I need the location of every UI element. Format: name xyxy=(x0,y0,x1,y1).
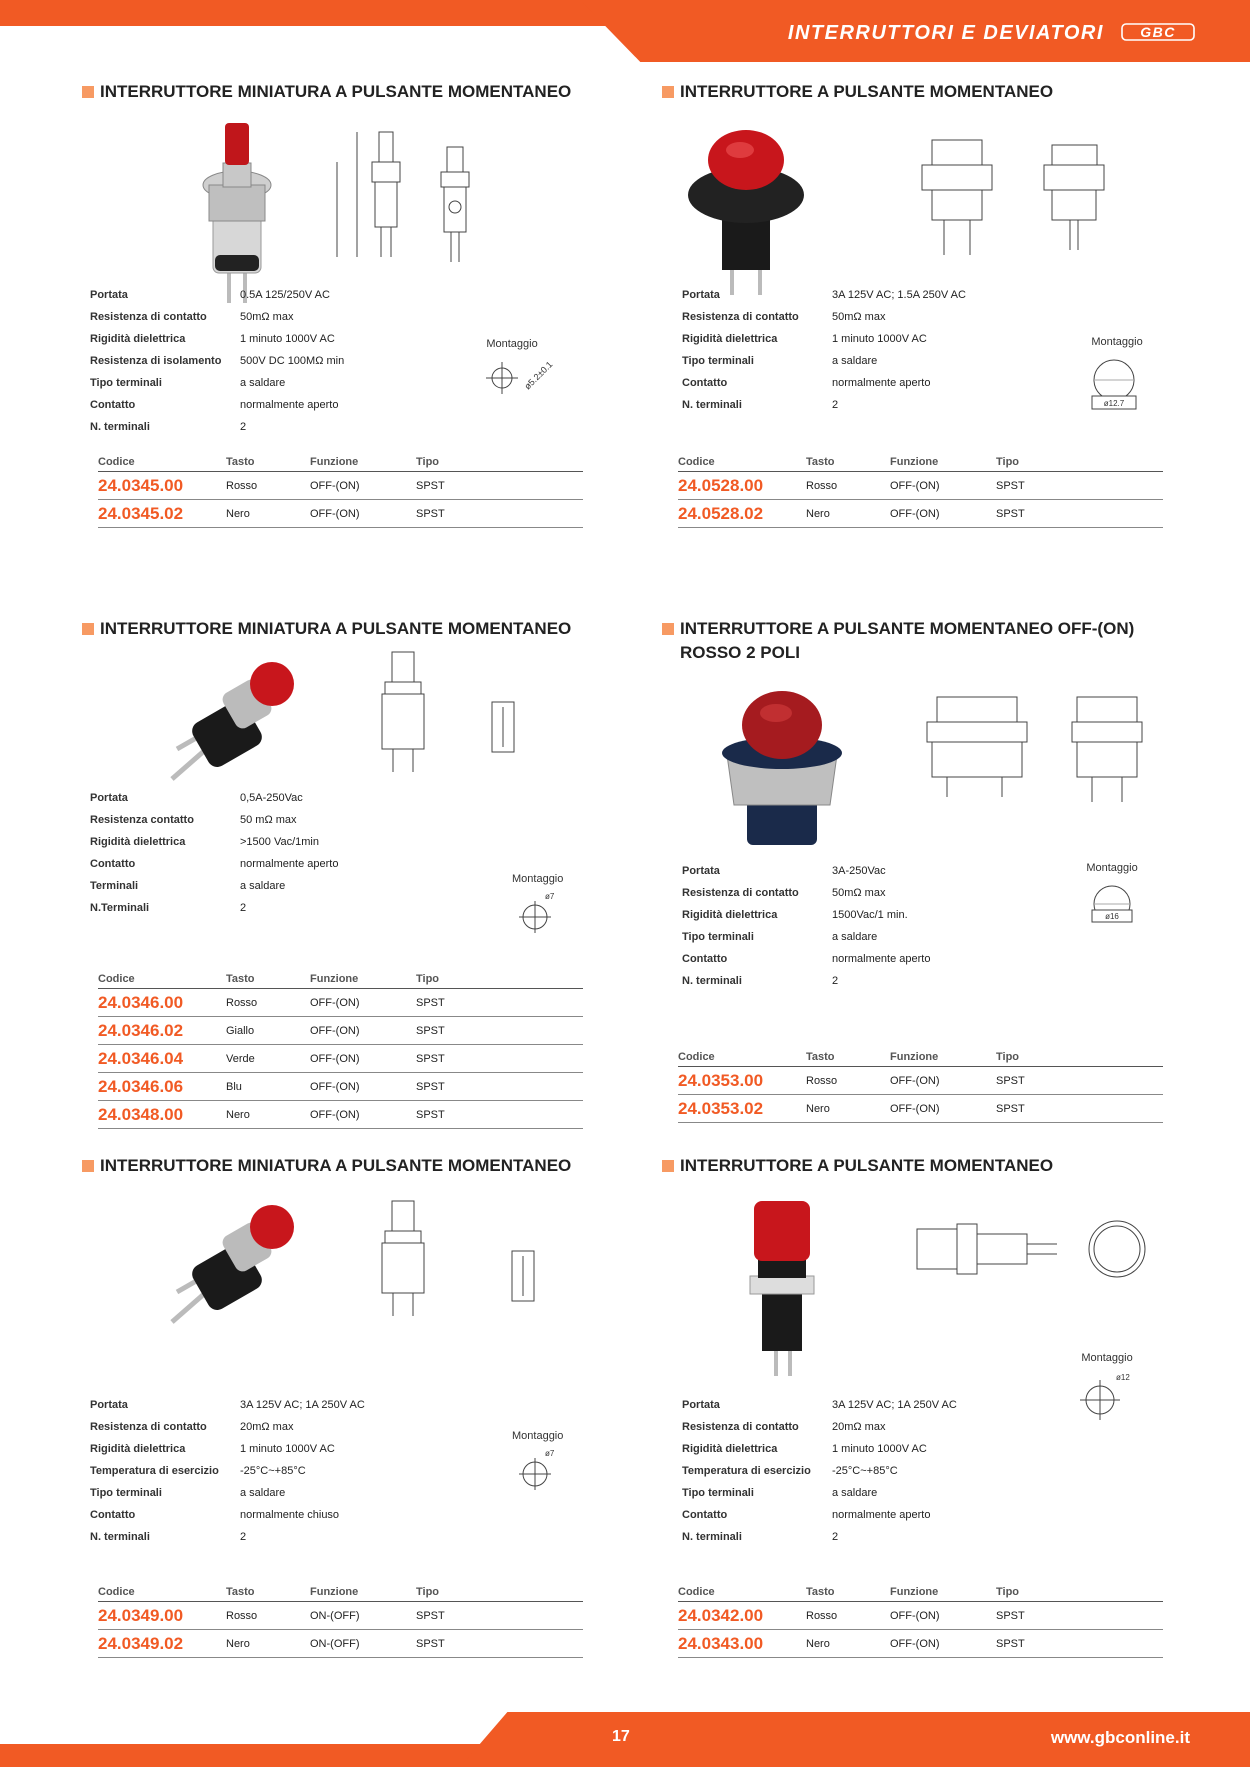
code-table-header xyxy=(678,1582,1163,1602)
mounting-dim: ø16 xyxy=(1105,912,1119,921)
spec-value: normalmente aperto xyxy=(832,377,931,389)
spec-value: >1500 Vac/1min xyxy=(240,836,319,848)
spec-value: -25°C~+85°C xyxy=(832,1465,898,1477)
col-funzione: Funzione xyxy=(890,1586,939,1598)
table-row[interactable] xyxy=(98,1073,583,1101)
type: SPST xyxy=(416,996,445,1009)
spec-value: a saldare xyxy=(240,880,286,892)
spec-value: 0.5A 125/250V AC xyxy=(240,289,330,301)
col-codice: Codice xyxy=(98,973,135,985)
spec-value: 50mΩ max xyxy=(832,887,886,899)
table-row[interactable] xyxy=(678,1067,1163,1095)
spec-key: Tipo terminali xyxy=(90,1487,162,1499)
section-title: INTERRUTTORE A PULSANTE MOMENTANEO OFF-(ON) ROSSO 2 POLI xyxy=(662,617,1162,665)
section-title: INTERRUTTORE MINIATURA A PULSANTE MOMENTANEO xyxy=(82,617,602,641)
col-tasto: Tasto xyxy=(226,973,255,985)
mounting-diagram xyxy=(482,338,555,407)
button-color: Verde xyxy=(226,1052,255,1065)
type: SPST xyxy=(996,507,1025,520)
button-color: Rosso xyxy=(806,1074,838,1087)
table-row[interactable] xyxy=(678,1602,1163,1630)
spec-row xyxy=(90,1460,365,1482)
spec-row xyxy=(682,1460,957,1482)
type: SPST xyxy=(416,1609,445,1622)
product-code: 24.0348.00 xyxy=(98,1104,184,1124)
spec-value: a saldare xyxy=(832,355,878,367)
dimension-drawing xyxy=(897,1209,1157,1299)
function: OFF-(ON) xyxy=(310,479,360,492)
dimension-drawing xyxy=(892,677,1162,822)
button-color: Rosso xyxy=(226,479,258,492)
button-color: Rosso xyxy=(226,996,258,1009)
spec-value: 500V DC 100MΩ min xyxy=(240,355,345,367)
spec-key: Temperatura di esercizio xyxy=(90,1465,219,1477)
spec-list xyxy=(682,284,966,416)
mounting-dim: ø5.2±0.1 xyxy=(522,359,555,392)
code-table xyxy=(678,452,1163,528)
function: OFF-(ON) xyxy=(890,507,940,520)
spec-row xyxy=(90,875,338,897)
spec-row xyxy=(682,1526,957,1548)
type: SPST xyxy=(416,507,445,520)
spec-key: Contatto xyxy=(682,377,728,389)
col-funzione: Funzione xyxy=(890,456,939,468)
function: OFF-(ON) xyxy=(310,1024,360,1037)
spec-key: Resistenza contatto xyxy=(90,814,194,826)
mounting-dim: ø7 xyxy=(544,1449,555,1458)
spec-row xyxy=(90,809,338,831)
code-table xyxy=(98,452,583,528)
type: SPST xyxy=(416,1024,445,1037)
col-codice: Codice xyxy=(98,456,135,468)
spec-value: normalmente aperto xyxy=(832,1509,931,1521)
spec-value: 1 minuto 1000V AC xyxy=(832,333,927,345)
spec-value: a saldare xyxy=(832,1487,878,1499)
function: OFF-(ON) xyxy=(890,1609,940,1622)
function: OFF-(ON) xyxy=(890,1074,940,1087)
product-code: 24.0346.06 xyxy=(98,1076,184,1096)
mounting-diagram xyxy=(1082,862,1142,936)
code-table-header xyxy=(678,452,1163,472)
spec-value: a saldare xyxy=(832,931,878,943)
catalog-section-title xyxy=(788,22,1195,45)
col-tasto: Tasto xyxy=(806,456,835,468)
table-row[interactable] xyxy=(98,1017,583,1045)
dimension-drawing xyxy=(347,1196,567,1326)
button-color: Nero xyxy=(806,1102,830,1115)
spec-value: 3A 125V AC; 1A 250V AC xyxy=(240,1399,365,1411)
table-row[interactable] xyxy=(98,1045,583,1073)
spec-value: 2 xyxy=(832,399,839,411)
spec-row xyxy=(90,1526,365,1548)
spec-key: Portata xyxy=(90,792,128,804)
mounting-hole-icon xyxy=(1082,878,1142,933)
spec-value: a saldare xyxy=(240,1487,286,1499)
code-table-header xyxy=(98,452,583,472)
product-code: 24.0528.02 xyxy=(678,503,764,523)
spec-key: Portata xyxy=(90,289,128,301)
mounting-label: Montaggio xyxy=(1091,336,1143,348)
spec-value: normalmente aperto xyxy=(240,858,339,870)
spec-row xyxy=(682,1394,957,1416)
product-code: 24.0345.02 xyxy=(98,503,184,523)
spec-row xyxy=(90,897,338,919)
function: ON-(OFF) xyxy=(310,1637,360,1650)
function: OFF-(ON) xyxy=(310,996,360,1009)
spec-row xyxy=(682,860,930,882)
table-row[interactable] xyxy=(98,1630,583,1658)
type: SPST xyxy=(996,1102,1025,1115)
spec-list xyxy=(90,284,344,438)
button-color: Nero xyxy=(226,507,250,520)
spec-list xyxy=(90,1394,365,1548)
code-table-header xyxy=(98,969,583,989)
product-code: 24.0349.02 xyxy=(98,1633,184,1653)
function: OFF-(ON) xyxy=(890,1637,940,1650)
spec-value: 2 xyxy=(240,1531,247,1543)
code-table xyxy=(98,1582,583,1658)
table-row[interactable] xyxy=(98,1101,583,1129)
spec-key: Portata xyxy=(682,1399,720,1411)
spec-row xyxy=(682,1482,957,1504)
spec-key: Resistenza di contatto xyxy=(682,1421,799,1433)
col-tasto: Tasto xyxy=(226,1586,255,1598)
mounting-hole-icon xyxy=(1082,352,1152,412)
spec-key: N.Terminali xyxy=(90,902,150,914)
product-code: 24.0353.00 xyxy=(678,1070,764,1090)
spec-key: Rigidità dielettrica xyxy=(90,836,186,848)
spec-row xyxy=(90,1504,365,1526)
type: SPST xyxy=(416,479,445,492)
product-photo xyxy=(142,649,322,799)
spec-value: 1 minuto 1000V AC xyxy=(240,333,335,345)
spec-row xyxy=(682,328,966,350)
code-table xyxy=(678,1047,1163,1123)
col-tipo: Tipo xyxy=(416,973,440,985)
spec-value: 0,5A-250Vac xyxy=(240,792,303,804)
spec-key: Contatto xyxy=(90,858,136,870)
spec-row xyxy=(682,284,966,306)
col-tasto: Tasto xyxy=(806,1051,835,1063)
product-code: 24.0353.02 xyxy=(678,1098,764,1118)
col-tipo: Tipo xyxy=(996,1586,1020,1598)
product-code: 24.0346.04 xyxy=(98,1048,184,1068)
spec-key: Rigidità dielettrica xyxy=(90,333,186,345)
spec-key: N. terminali xyxy=(682,1531,742,1543)
website-link[interactable]: www.gbconline.it xyxy=(1050,1728,1190,1747)
mounting-diagram xyxy=(512,1430,563,1499)
spec-key: Resistenza di isolamento xyxy=(90,355,222,367)
table-row[interactable] xyxy=(98,472,583,500)
product-photo xyxy=(712,685,852,855)
spec-row xyxy=(90,831,338,853)
function: ON-(OFF) xyxy=(310,1609,360,1622)
mounting-dim: ø12 xyxy=(1116,1373,1130,1382)
spec-row xyxy=(682,1438,957,1460)
spec-key: N. terminali xyxy=(90,421,150,433)
mounting-dim: ø12.7 xyxy=(1103,399,1125,408)
spec-row xyxy=(682,394,966,416)
table-row[interactable] xyxy=(98,500,583,528)
spec-row xyxy=(90,372,344,394)
function: OFF-(ON) xyxy=(890,1102,940,1115)
spec-row xyxy=(682,372,966,394)
function: OFF-(ON) xyxy=(310,507,360,520)
product-code: 24.0349.00 xyxy=(98,1605,184,1625)
col-tipo: Tipo xyxy=(996,456,1020,468)
spec-key: Contatto xyxy=(90,1509,136,1521)
col-tasto: Tasto xyxy=(226,456,255,468)
col-codice: Codice xyxy=(678,456,715,468)
spec-value: 2 xyxy=(832,1531,839,1543)
spec-value: a saldare xyxy=(240,377,286,389)
product-code: 24.0343.00 xyxy=(678,1633,764,1653)
spec-key: Tipo terminali xyxy=(682,355,754,367)
col-codice: Codice xyxy=(678,1586,715,1598)
product-photo xyxy=(682,120,812,300)
spec-key: Resistenza di contatto xyxy=(682,887,799,899)
button-color: Nero xyxy=(806,507,830,520)
table-row[interactable] xyxy=(678,1630,1163,1658)
spec-key: Rigidità dielettrica xyxy=(90,1443,186,1455)
spec-row xyxy=(90,416,344,438)
table-row[interactable] xyxy=(678,1095,1163,1123)
spec-row xyxy=(682,926,930,948)
function: OFF-(ON) xyxy=(310,1108,360,1121)
page-header xyxy=(0,0,1250,62)
col-funzione: Funzione xyxy=(310,973,359,985)
section-title: INTERRUTTORE A PULSANTE MOMENTANEO xyxy=(662,80,1182,104)
type: SPST xyxy=(996,1074,1025,1087)
code-table-header xyxy=(98,1582,583,1602)
col-tipo: Tipo xyxy=(996,1051,1020,1063)
page-number: 17 xyxy=(612,1728,630,1745)
table-row[interactable] xyxy=(678,500,1163,528)
page-footer xyxy=(0,1712,1250,1767)
spec-value: 50mΩ max xyxy=(832,311,886,323)
col-tasto: Tasto xyxy=(806,1586,835,1598)
spec-key: Portata xyxy=(682,865,720,877)
spec-key: N. terminali xyxy=(682,399,742,411)
type: SPST xyxy=(416,1637,445,1650)
function: OFF-(ON) xyxy=(310,1052,360,1065)
product-photo xyxy=(742,1196,822,1381)
spec-row xyxy=(682,904,930,926)
spec-key: Contatto xyxy=(90,399,136,411)
dimension-drawing xyxy=(337,647,567,782)
spec-row xyxy=(90,350,344,372)
table-row[interactable] xyxy=(98,1602,583,1630)
spec-value: 2 xyxy=(240,902,247,914)
col-funzione: Funzione xyxy=(890,1051,939,1063)
type: SPST xyxy=(416,1080,445,1093)
mounting-label: Montaggio xyxy=(512,873,564,885)
spec-row xyxy=(682,1504,957,1526)
spec-row xyxy=(90,1416,365,1438)
spec-key: N. terminali xyxy=(682,975,742,987)
spec-row xyxy=(90,328,344,350)
spec-key: Tipo terminali xyxy=(682,931,754,943)
mounting-label: Montaggio xyxy=(486,338,538,350)
spec-value: 20mΩ max xyxy=(240,1421,294,1433)
spec-value: 1 minuto 1000V AC xyxy=(832,1443,927,1455)
product-code: 24.0345.00 xyxy=(98,475,184,495)
product-code: 24.0346.02 xyxy=(98,1020,184,1040)
spec-value: 2 xyxy=(832,975,839,987)
mounting-label: Montaggio xyxy=(512,1430,564,1442)
button-color: Nero xyxy=(806,1637,830,1650)
spec-key: Temperatura di esercizio xyxy=(682,1465,811,1477)
spec-row xyxy=(90,1482,365,1504)
spec-row xyxy=(682,350,966,372)
mounting-label: Montaggio xyxy=(1086,862,1138,874)
button-color: Nero xyxy=(226,1108,250,1121)
mounting-dim: ø7 xyxy=(544,892,555,901)
button-color: Rosso xyxy=(226,1609,258,1622)
col-codice: Codice xyxy=(678,1051,715,1063)
spec-list xyxy=(682,860,930,992)
spec-value: normalmente aperto xyxy=(832,953,931,965)
type: SPST xyxy=(416,1052,445,1065)
spec-key: Resistenza di contatto xyxy=(682,311,799,323)
catalog-section-title-text: INTERRUTTORI E DEVIATORI xyxy=(787,22,1104,44)
spec-value: normalmente chiuso xyxy=(240,1509,340,1521)
mounting-hole-icon xyxy=(513,889,563,939)
spec-value: 2 xyxy=(240,421,247,433)
mounting-hole-icon xyxy=(482,354,555,404)
spec-row xyxy=(90,1438,365,1460)
type: SPST xyxy=(416,1108,445,1121)
spec-key: Portata xyxy=(682,289,720,301)
spec-value: -25°C~+85°C xyxy=(240,1465,306,1477)
spec-key: Rigidità dielettrica xyxy=(682,909,778,921)
spec-row xyxy=(90,394,344,416)
code-table xyxy=(678,1582,1163,1658)
spec-row xyxy=(90,853,338,875)
spec-row xyxy=(90,306,344,328)
spec-row xyxy=(682,970,930,992)
spec-key: Tipo terminali xyxy=(90,377,162,389)
col-funzione: Funzione xyxy=(310,456,359,468)
spec-value: normalmente aperto xyxy=(240,399,339,411)
spec-value: 1500Vac/1 min. xyxy=(832,909,908,921)
spec-key: Rigidità dielettrica xyxy=(682,333,778,345)
spec-key: Rigidità dielettrica xyxy=(682,1443,778,1455)
gbc-logo xyxy=(1121,23,1195,41)
code-table xyxy=(98,969,583,1129)
spec-row xyxy=(682,948,930,970)
spec-value: 50mΩ max xyxy=(240,311,294,323)
button-color: Rosso xyxy=(806,1609,838,1622)
function: OFF-(ON) xyxy=(890,479,940,492)
mounting-diagram xyxy=(1072,1352,1142,1426)
spec-list xyxy=(90,787,338,919)
spec-key: Resistenza di contatto xyxy=(90,1421,207,1433)
dimension-drawing xyxy=(317,112,517,287)
section-title: INTERRUTTORE A PULSANTE MOMENTANEO xyxy=(662,1154,1182,1178)
spec-value: 3A-250Vac xyxy=(832,865,886,877)
spec-key: Contatto xyxy=(682,953,728,965)
product-code: 24.0342.00 xyxy=(678,1605,764,1625)
code-table-header xyxy=(678,1047,1163,1067)
spec-row xyxy=(682,1416,957,1438)
spec-key: Terminali xyxy=(90,880,139,892)
spec-key: Resistenza di contatto xyxy=(90,311,207,323)
spec-key: Tipo terminali xyxy=(682,1487,754,1499)
spec-key: Portata xyxy=(90,1399,128,1411)
mounting-label: Montaggio xyxy=(1081,1352,1133,1364)
button-color: Rosso xyxy=(806,479,838,492)
table-row[interactable] xyxy=(98,989,583,1017)
type: SPST xyxy=(996,1637,1025,1650)
product-code: 24.0346.00 xyxy=(98,992,184,1012)
spec-value: 1 minuto 1000V AC xyxy=(240,1443,335,1455)
spec-value: 50 mΩ max xyxy=(240,814,297,826)
spec-list xyxy=(682,1394,957,1548)
type: SPST xyxy=(996,479,1025,492)
spec-key: Contatto xyxy=(682,1509,728,1521)
spec-row xyxy=(90,787,338,809)
spec-value: 3A 125V AC; 1.5A 250V AC xyxy=(832,289,966,301)
section-title: INTERRUTTORE MINIATURA A PULSANTE MOMENTANEO xyxy=(82,1154,602,1178)
table-row[interactable] xyxy=(678,472,1163,500)
spec-value: 3A 125V AC; 1A 250V AC xyxy=(832,1399,957,1411)
button-color: Nero xyxy=(226,1637,250,1650)
col-tipo: Tipo xyxy=(416,456,440,468)
mounting-hole-icon xyxy=(1072,1368,1142,1423)
col-funzione: Funzione xyxy=(310,1586,359,1598)
function: OFF-(ON) xyxy=(310,1080,360,1093)
button-color: Giallo xyxy=(226,1024,255,1037)
product-photo xyxy=(142,1192,322,1342)
section-title: INTERRUTTORE MINIATURA A PULSANTE MOMENTANEO xyxy=(82,80,602,104)
spec-row xyxy=(682,306,966,328)
col-tipo: Tipo xyxy=(416,1586,440,1598)
product-code: 24.0528.00 xyxy=(678,475,764,495)
spec-row xyxy=(90,284,344,306)
mounting-diagram xyxy=(512,873,563,942)
spec-row xyxy=(682,882,930,904)
spec-value: 20mΩ max xyxy=(832,1421,886,1433)
spec-row xyxy=(90,1394,365,1416)
mounting-hole-icon xyxy=(513,1446,563,1496)
spec-key: N. terminali xyxy=(90,1531,150,1543)
gbc-logo-text: GBC xyxy=(1140,24,1176,40)
type: SPST xyxy=(996,1609,1025,1622)
dimension-drawing xyxy=(902,120,1152,280)
mounting-diagram xyxy=(1082,336,1152,415)
col-codice: Codice xyxy=(98,1586,135,1598)
button-color: Blu xyxy=(226,1080,242,1093)
